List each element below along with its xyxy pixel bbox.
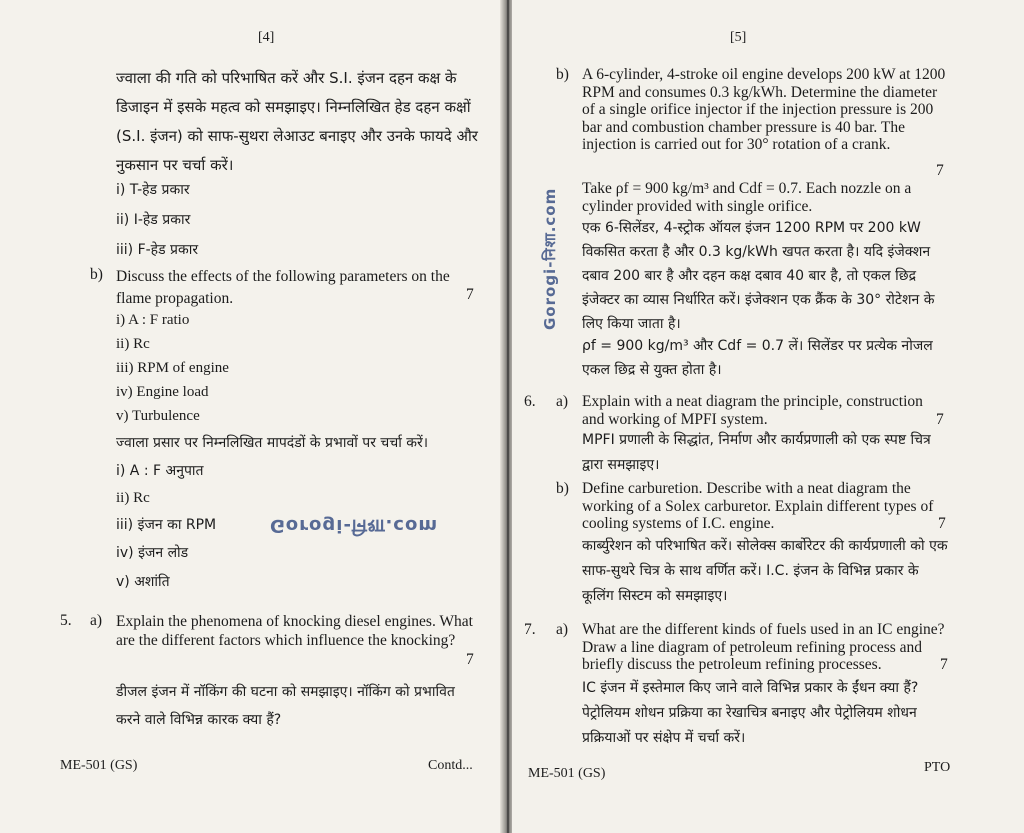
question-number: 6. [524,393,536,410]
list-item: i) A : F ratio [116,312,190,328]
list-item: i) A : F अनुपात [116,463,204,479]
page-number: [4] [258,30,275,45]
watermark-stamp: Gorogi-निशा.com [541,187,559,330]
q7a-hindi-text: IC इंजन में इस्तेमाल किए जाने वाले विभिन्न प्रकार के ईंधन क्या हैं? पेट्रोलियम शोधन प्रक्रिया का रेखाचित्र बनाइए और पेट्रोलियम शोधन प्रक्रियाओं पर संक्षेप में चर्चा करें। [582,680,919,746]
q5a-hindi-text: डीजल इंजन में नॉकिंग की घटना को समझाइए। नॉकिंग को प्रभावित करने वाले विभिन्न कारक क्या हैं? [116,684,455,728]
question-number: 7. [524,621,536,638]
list-item: v) अशांति [116,574,170,590]
question-label: a) [556,621,569,638]
q5b-hindi-text: एक 6-सिलेंडर, 4-स्ट्रोक ऑयल इंजन 1200 RPM पर 200 kW विकसित करता है और 0.3 kg/kWh खपत करता है। यदि इंजेक्शन दबाव 200 बार है और दहन कक्ष दबाव 40 बार है, तो एकल छिद्र इंजेक्टर का व्यास निर्धारित करें। इंजेक्शन एक क्रैंक के 30° रोटेशन के लिए किया जाता है। [582,220,935,332]
marks: 7 [938,515,946,532]
question-number: 5. [60,612,72,629]
left-page [0,0,506,833]
list-item: iv) Engine load [116,384,209,400]
question-label: a) [90,612,103,629]
list-item: iii) इंजन का RPM [116,517,217,533]
question-label: a) [556,393,569,410]
q7a-text: What are the different kinds of fuels used in an IC engine? Draw a line diagram of petroleum refining process and briefly discuss the petroleum refining processes. [582,621,945,673]
list-item: ii) Rc [116,490,150,506]
marks: 7 [936,162,944,179]
q5b-hindi-given: ρf = 900 kg/m³ और Cdf = 0.7 लें। सिलेंडर पर प्रत्येक नोजल एकल छिद्र से युक्त होता है। [582,338,933,378]
footer-paper-code: ME-501 (GS) [60,758,138,773]
question-label: b) [556,66,569,83]
q6a-hindi-text: MPFI प्रणाली के सिद्धांत, निर्माण और कार्यप्रणाली को एक स्पष्ट चित्र द्वारा समझाइए। [582,432,931,473]
q4a-hindi-text: ज्वाला की गति को परिभाषित करें और S.I. इंजन दहन कक्ष के डिजाइन में इसके महत्व को समझाइए। निम्नलिखित हेड दहन कक्षों (S.I. इंजन) को साफ-सुथरा लेआउट बनाइए और उनके फायदे और नुकसान पर चर्चा करें। [116,69,478,174]
footer-paper-code: ME-501 (GS) [528,766,606,781]
marks: 7 [936,411,944,428]
q4b-hindi-text: ज्वाला प्रसार पर निम्नलिखित मापदंडों के प्रभावों पर चर्चा करें। [116,435,429,451]
q6b-text: Define carburetion. Describe with a neat diagram the working of a Solex carburetor. Explain different types of cooling systems of I.C. engine. [582,480,934,532]
marks: 7 [466,651,474,668]
footer-continued: Contd... [428,758,473,773]
watermark-stamp: Gorogi-निशा.com [270,515,439,536]
page-number: [5] [730,30,747,45]
list-item: ii) Rc [116,336,150,352]
q6a-text: Explain with a neat diagram the principle, construction and working of MPFI system. [582,393,923,428]
q5b-given: Take ρf = 900 kg/m³ and Cdf = 0.7. Each nozzle on a cylinder provided with single orifice. [582,180,912,215]
list-item: i) T-हेड प्रकार [116,182,190,198]
right-page [512,0,1024,833]
marks: 7 [940,656,948,673]
marks: 7 [466,286,474,303]
list-item: iv) इंजन लोड [116,545,189,561]
list-item: ii) I-हेड प्रकार [116,212,191,228]
q5a-text: Explain the phenomena of knocking diesel engines. What are the different factors which influence the knocking? [116,613,473,649]
question-label: b) [90,266,103,283]
list-item: v) Turbulence [116,408,200,424]
q6b-hindi-text: कार्ब्युरेशन को परिभाषित करें। सोलेक्स कार्बोरेटर की कार्यप्रणाली को एक साफ-सुथरे चित्र के साथ वर्णित करें। I.C. इंजन के विभिन्न प्रकार के कूलिंग सिस्टम को समझाइए। [582,538,948,604]
q4b-text: Discuss the effects of the following parameters on the flame propagation. [116,268,450,307]
question-label: b) [556,480,569,497]
list-item: iii) RPM of engine [116,360,229,376]
q5b-text: A 6-cylinder, 4-stroke oil engine develops 200 kW at 1200 RPM and consumes 0.3 kg/kWh. Determine the diameter of a single orifice injector if the injection pressure is 200 bar and combustion chamber pressure is 40 bar. The injection is carried out for 30° rotation of a crank. [582,66,946,153]
list-item: iii) F-हेड प्रकार [116,242,199,258]
footer-pto: PTO [924,760,951,775]
